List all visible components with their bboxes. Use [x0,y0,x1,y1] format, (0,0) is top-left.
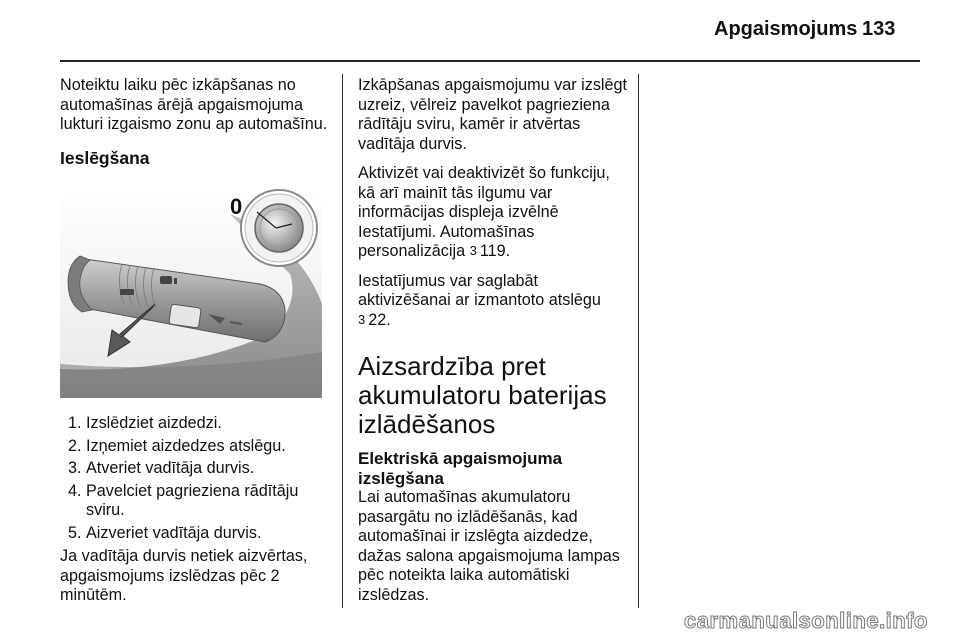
page-reference-link[interactable]: 119. [479,242,511,260]
paragraph-settings [358,164,628,262]
column-divider-left [342,74,343,608]
list-item [60,459,332,479]
outro-paragraph: Ja vadītāja durvis netiek aizvērtas, apgaismojums izslēdzas pēc 2 minūtēm. [60,547,308,604]
cross-reference-icon: 3 [358,311,366,327]
figure-label-zero: 0 [230,194,243,219]
list-item [60,437,332,457]
section-heading-ieslegsana: Ieslēgšana [60,147,150,168]
step-text: Izslēdziet aizdedzi. [86,414,222,432]
header-rule [60,60,920,62]
step-number: 5. [68,523,82,542]
steps-list [60,414,332,543]
list-item [60,482,332,521]
paragraph-switch-off: Izkāpšanas apgaismojumu var izslēgt uzreiz, vēlreiz pavelkot pagrieziena rādītāju sviru, kamēr ir atvērtas vadītāja durvis. [358,76,628,153]
page-reference-link[interactable]: 22. [368,310,391,329]
watermark: carmanualsonline.info [684,608,928,633]
step-number: 2. [68,436,82,455]
left-column [60,76,332,616]
cross-reference-icon: 3 [469,243,477,258]
paragraph-key-save-text: Iestatījumus var saglabāt aktivizēšanai ar izmantoto atslēgu [358,271,601,309]
middle-column [358,76,628,615]
step-number: 3. [68,459,82,477]
section-heading-battery: Aizsardzība pret akumulatoru baterijas izlādēšanos [358,351,607,439]
intro-paragraph: Noteiktu laiku pēc izkāpšanas no automašīnas ārējā apgaismojuma lukturi izgaismo zonu ap automašīnu. [60,76,328,133]
page-header-title: Apgaismojums [714,18,858,40]
step-number: 4. [68,481,82,500]
paragraph-battery: Lai automašīnas akumulatoru pasargātu no izlādēšanās, kad automašīnai ir izslēgta aizdedze, dažas salona apgaismojuma lampas pēc noteikta laika automātiski izslēdzas. [358,488,620,604]
step-text: Izņemiet aizdedzes atslēgu. [86,436,286,455]
page-number: 133 [862,18,896,40]
step-text: Atveriet vadītāja durvis. [86,459,255,477]
paragraph-key-save [358,272,628,331]
step-text: Pavelciet pagrieziena rādītāju sviru. [86,481,299,519]
list-item [60,524,332,544]
list-item [60,414,332,434]
step-number: 1. [68,414,82,432]
turn-signal-lever-illustration [60,184,322,398]
lever-drawing [60,184,322,398]
column-divider-right [638,74,639,608]
paragraph-settings-text: Aktivizēt vai deaktivizēt šo funkciju, kā arī mainīt tās ilgumu var informācijas displeja izvēlnē Iestatījumi. Automašīnas personalizācija [358,164,610,260]
subheading-electric-lighting: Elektriskā apgaismojuma izslēgšana [358,449,563,488]
step-text: Aizveriet vadītāja durvis. [86,523,262,542]
